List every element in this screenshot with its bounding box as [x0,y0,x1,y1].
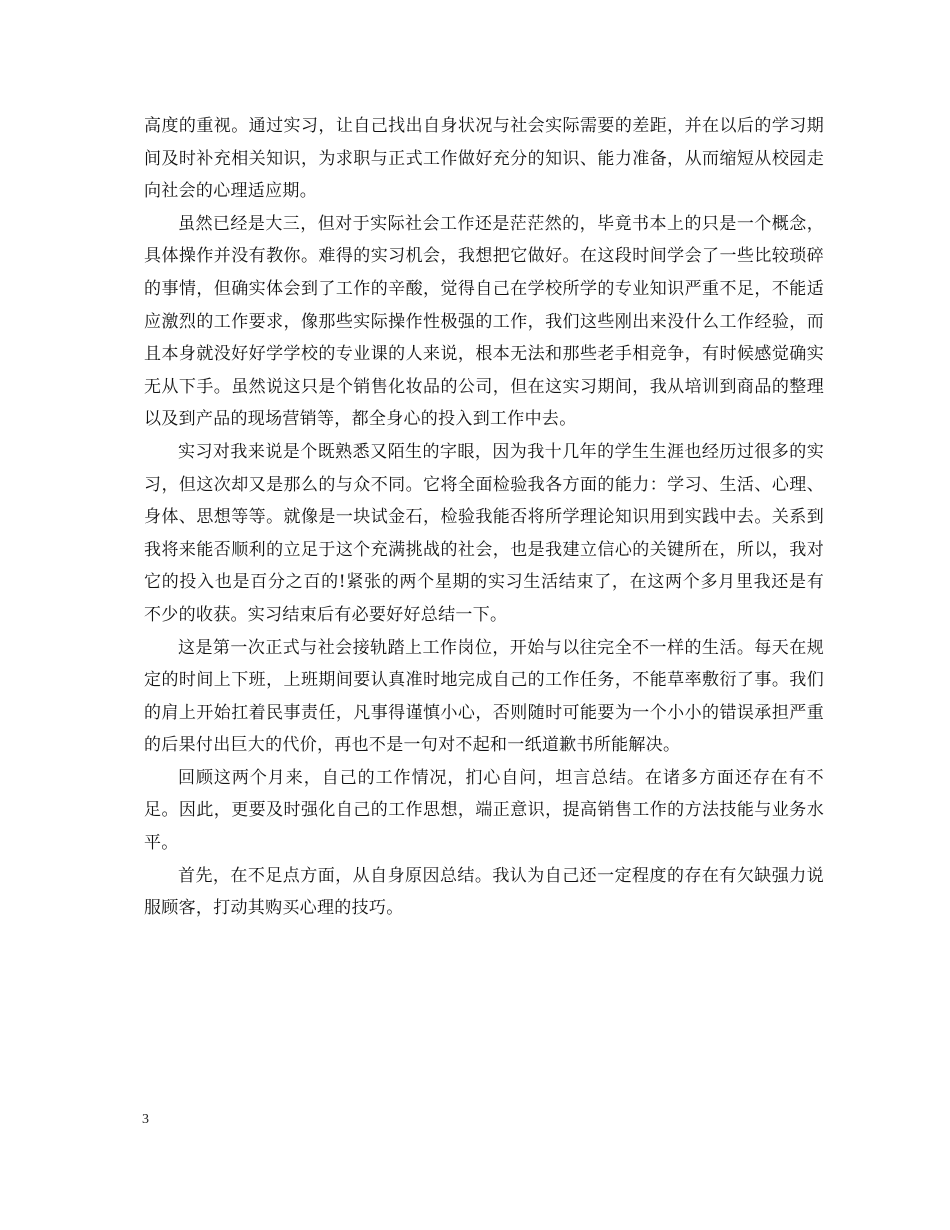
document-body [144,110,824,925]
paragraph-2: 虽然已经是大三，但对于实际社会工作还是茫茫然的，毕竟书本上的只是一个概念，具体操作并没有教你。难得的实习机会，我想把它做好。在这段时间学会了一些比较琐碎的事情，但确实体会到了工作的辛酸，觉得自己在学校所学的专业知识严重不足，不能适应激烈的工作要求，像那些实际操作性极强的工作，我们这些刚出来没什么工作经验，而且本身就没好好学学校的专业课的人来说，根本无法和那些老手相竞争，有时候感觉确实无从下手。虽然说这只是个销售化妆品的公司，但在这实习期间，我从培训到商品的整理以及到产品的现场营销等，都全身心的投入到工作中去。 [144,213,824,430]
page-number: 3 [142,1112,149,1127]
paragraph-4: 这是第一次正式与社会接轨踏上工作岗位，开始与以往完全不一样的生活。每天在规定的时间上下班，上班期间要认真准时地完成自己的工作任务，不能草率敷衍了事。我们的肩上开始扛着民事责任，凡事得谨慎小心，否则随时可能要为一个小小的错误承担严重的后果付出巨大的代价，再也不是一句对不起和一纸道歉书所能解决。 [144,637,824,756]
paragraph-3: 实习对我来说是个既熟悉又陌生的字眼，因为我十几年的学生生涯也经历过很多的实习，但这次却又是那么的与众不同。它将全面检验我各方面的能力：学习、生活、心理、身体、思想等等。就像是一块试金石，检验我能否将所学理论知识用到实践中去。关系到我将来能否顺利的立足于这个充满挑战的社会，也是我建立信心的关键所在，所以，我对它的投入也是百分之百的!紧张的两个星期的实习生活结束了，在这两个多月里我还是有不少的收获。实习结束后有必要好好总结一下。 [144,441,824,625]
paragraph-1: 高度的重视。通过实习，让自己找出自身状况与社会实际需要的差距，并在以后的学习期间及时补充相关知识，为求职与正式工作做好充分的知识、能力准备，从而缩短从校园走向社会的心理适应期。 [144,116,824,202]
paragraph-5: 回顾这两个月来，自己的工作情况，扪心自问，坦言总结。在诸多方面还存在有不足。因此，更要及时强化自己的工作思想，端正意识，提高销售工作的方法技能与业务水平。 [144,767,824,854]
paragraph-6: 首先，在不足点方面，从自身原因总结。我认为自己还一定程度的存在有欠缺强力说服顾客，打动其购买心理的技巧。 [144,865,824,919]
